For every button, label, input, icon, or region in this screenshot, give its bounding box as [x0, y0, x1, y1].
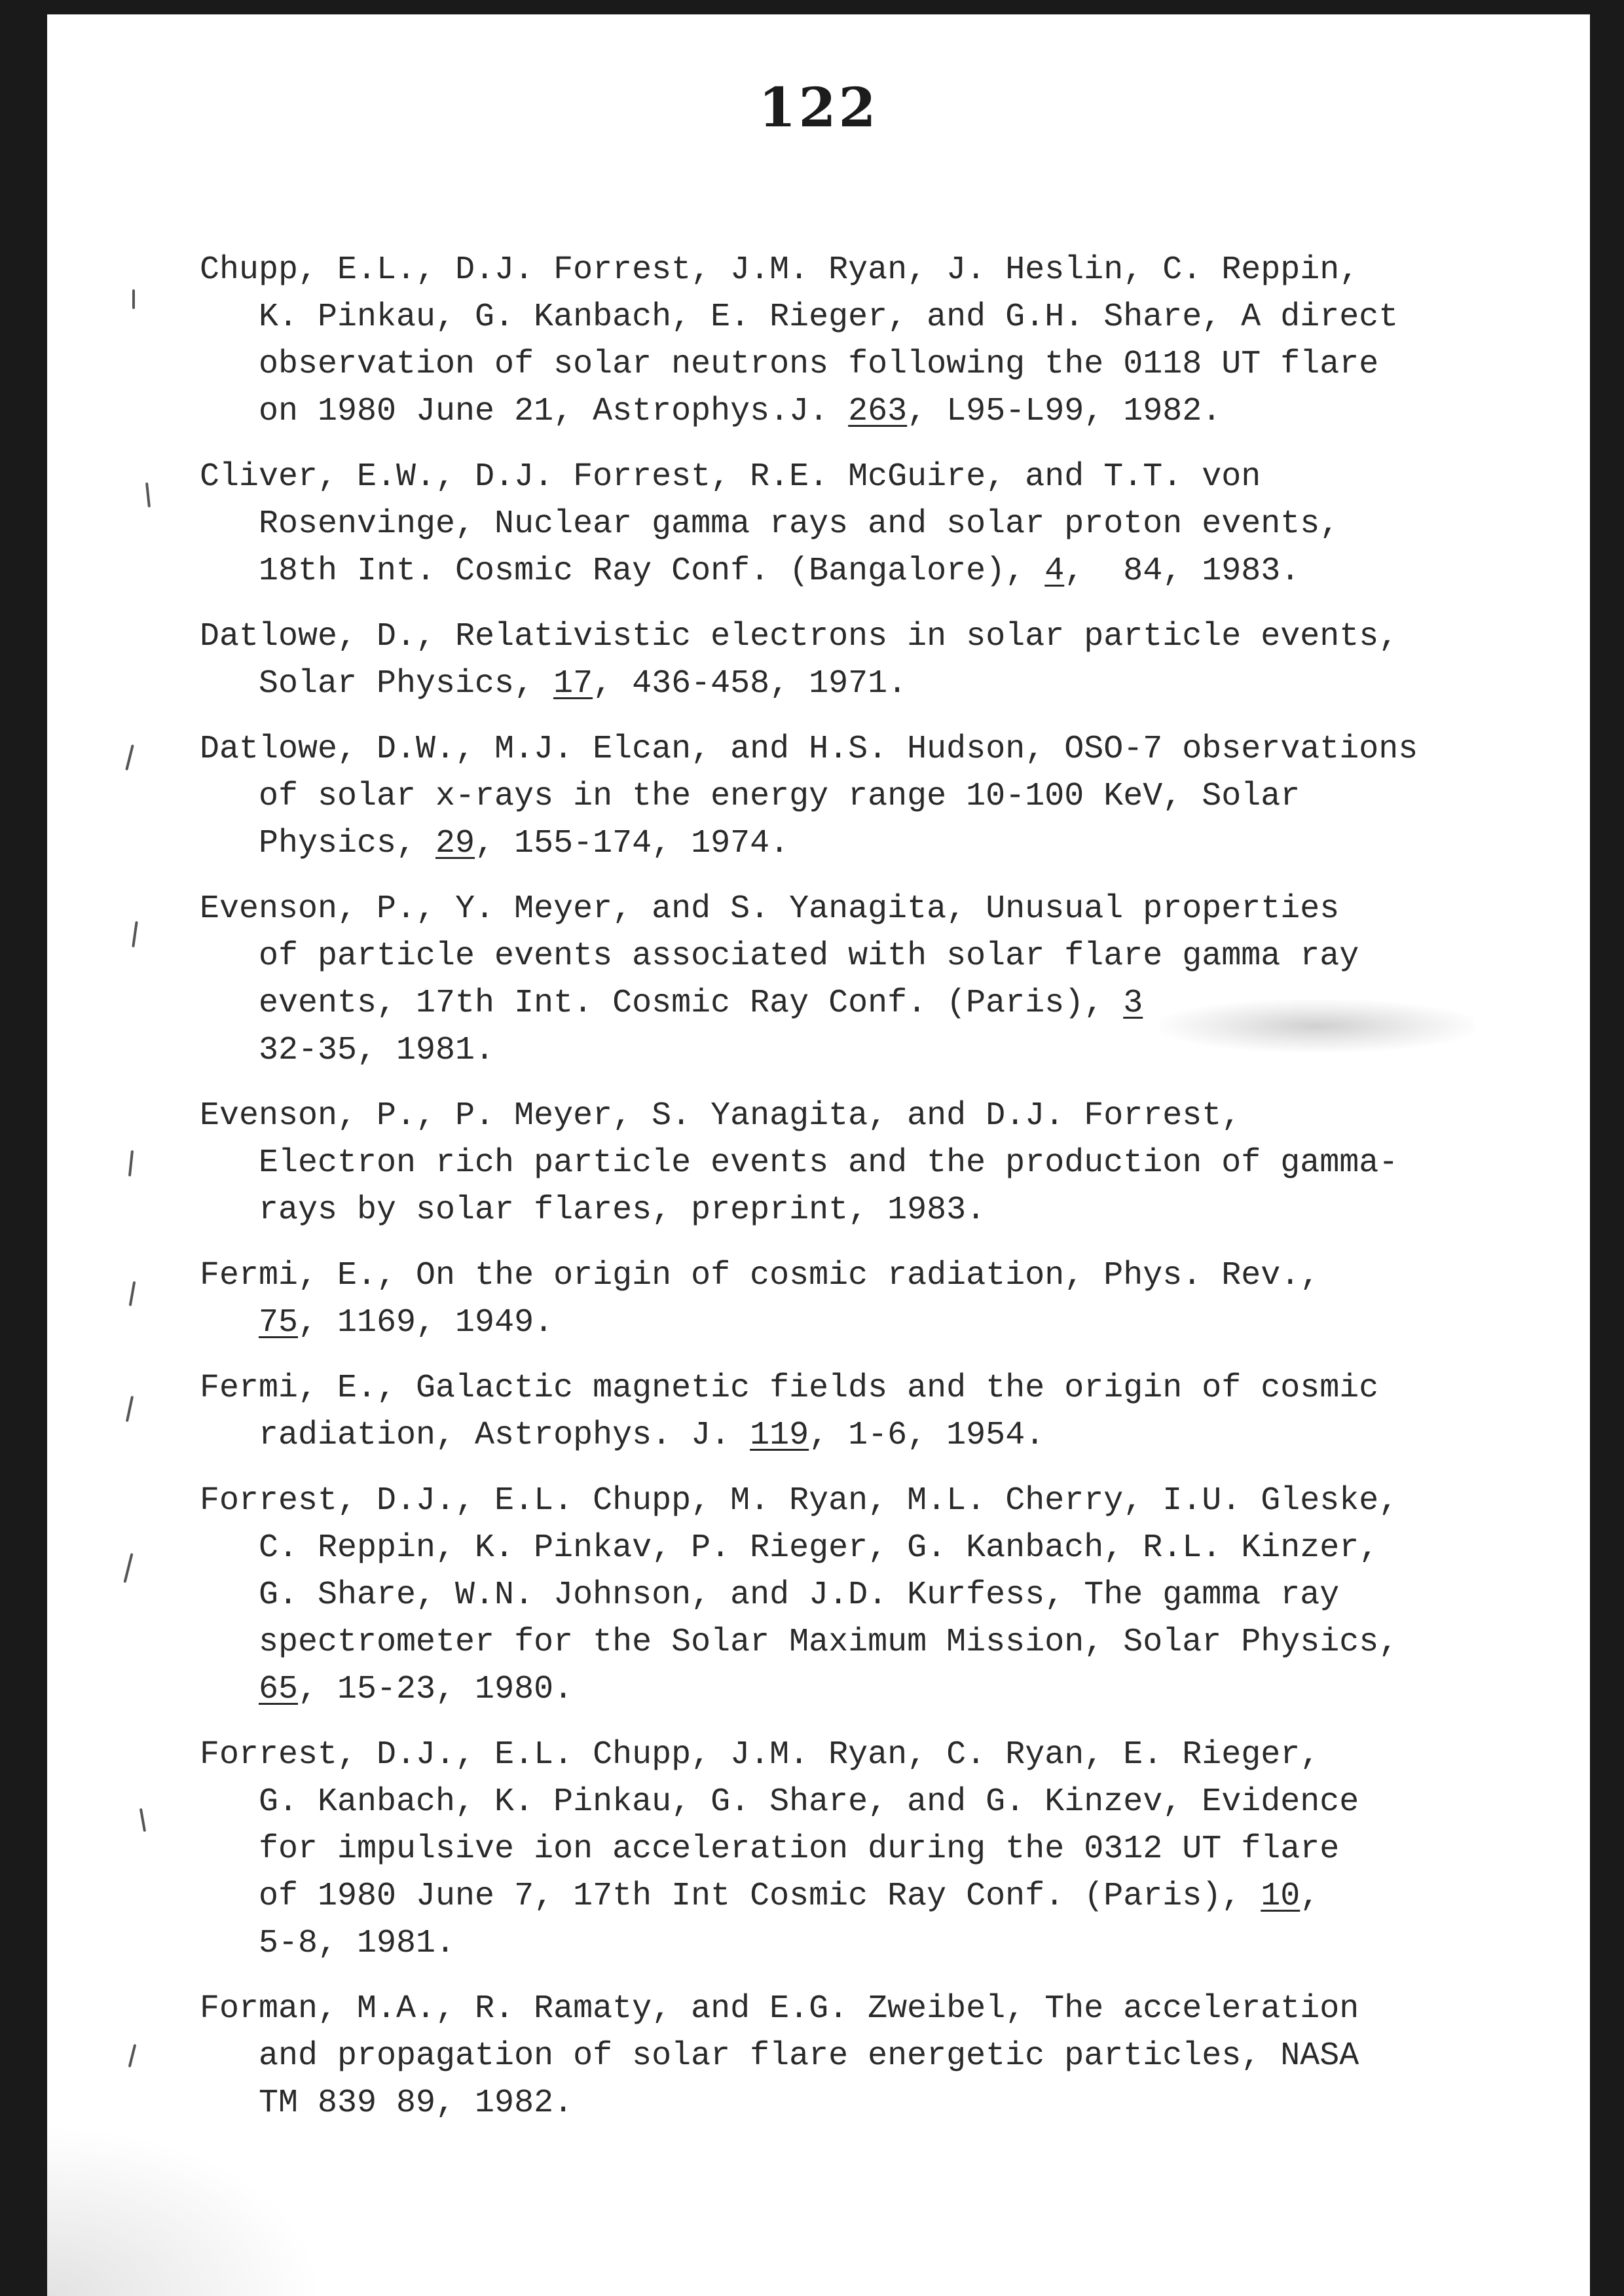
- reference-entry: [200, 1365, 1457, 1459]
- volume-number: 29: [435, 825, 475, 862]
- reference-text: , 15-23, 1980.: [298, 1671, 574, 1708]
- reference-entry: [200, 1478, 1457, 1713]
- reference-line: [200, 661, 1457, 708]
- reference-entry: [200, 454, 1457, 595]
- margin-mark: [129, 1281, 136, 1306]
- reference-text: spectrometer for the Solar Maximum Mission, Solar Physics,: [259, 1624, 1399, 1661]
- margin-mark: [128, 2044, 137, 2068]
- reference-text: on 1980 June 21, Astrophys.J.: [259, 393, 849, 430]
- reference-text: TM 839 89, 1982.: [259, 2085, 574, 2122]
- reference-line: [200, 1093, 1457, 1140]
- reference-line: [200, 1873, 1457, 1920]
- reference-line: [200, 454, 1457, 501]
- scan-noise: [47, 2126, 322, 2296]
- reference-text: Physics,: [259, 825, 436, 862]
- reference-text: Electron rich particle events and the production of gamma-: [259, 1144, 1399, 1182]
- reference-text: C. Reppin, K. Pinkav, P. Rieger, G. Kanbach, R.L. Kinzer,: [259, 1529, 1379, 1567]
- reference-text: events, 17th Int. Cosmic Ray Conf. (Paris),: [259, 985, 1124, 1022]
- reference-line: [200, 341, 1457, 388]
- reference-line: [200, 294, 1457, 341]
- reference-text: K. Pinkau, G. Kanbach, E. Rieger, and G.H. Share, A direct: [259, 299, 1399, 336]
- reference-line: [200, 980, 1457, 1027]
- reference-line: [200, 1478, 1457, 1525]
- margin-mark: [132, 289, 135, 309]
- reference-text: , L95-L99, 1982.: [907, 393, 1222, 430]
- reference-line: [200, 726, 1457, 773]
- reference-text: rays by solar flares, preprint, 1983.: [259, 1192, 986, 1229]
- reference-text: of particle events associated with solar flare gamma ray: [259, 938, 1359, 975]
- reference-text: , 1169, 1949.: [298, 1304, 554, 1341]
- reference-line: [200, 886, 1457, 933]
- reference-line: [200, 2080, 1457, 2127]
- reference-line: [200, 1252, 1457, 1300]
- reference-list: [200, 247, 1457, 2145]
- volume-number: 3: [1123, 985, 1143, 1022]
- reference-text: radiation, Astrophys. J.: [259, 1417, 750, 1454]
- reference-line: [200, 247, 1457, 294]
- reference-text: , 436-458, 1971.: [593, 665, 908, 702]
- reference-text: Fermi, E., Galactic magnetic fields and the origin of cosmic: [200, 1370, 1379, 1407]
- reference-entry: [200, 613, 1457, 708]
- reference-text: of 1980 June 7, 17th Int Cosmic Ray Conf. (Paris),: [259, 1878, 1261, 1915]
- reference-line: [200, 1920, 1457, 1967]
- document-page: [47, 14, 1590, 2296]
- margin-mark: [123, 1553, 133, 1583]
- reference-entry: [200, 1093, 1457, 1234]
- reference-line: [200, 501, 1457, 548]
- reference-line: [200, 388, 1457, 435]
- reference-text: Evenson, P., P. Meyer, S. Yanagita, and D.J. Forrest,: [200, 1097, 1242, 1135]
- reference-line: [200, 613, 1457, 661]
- reference-line: [200, 1412, 1457, 1459]
- reference-entry: [200, 247, 1457, 435]
- volume-number: 75: [259, 1304, 299, 1341]
- reference-line: [200, 773, 1457, 820]
- margin-mark: [139, 1808, 146, 1832]
- reference-line: [200, 1666, 1457, 1713]
- reference-text: and propagation of solar flare energetic particles, NASA: [259, 2037, 1359, 2075]
- reference-text: , 155-174, 1974.: [475, 825, 790, 862]
- reference-line: [200, 1986, 1457, 2033]
- reference-text: Evenson, P., Y. Meyer, and S. Yanagita, Unusual properties: [200, 890, 1340, 928]
- margin-mark: [145, 483, 151, 507]
- reference-line: [200, 1572, 1457, 1619]
- reference-line: [200, 820, 1457, 867]
- margin-mark: [126, 1396, 134, 1422]
- volume-number: 4: [1044, 553, 1065, 590]
- page-number: 122: [758, 77, 879, 139]
- reference-text: for impulsive ion acceleration during the 0312 UT flare: [259, 1831, 1340, 1868]
- reference-text: of solar x-rays in the energy range 10-100 KeV, Solar: [259, 778, 1301, 815]
- reference-text: G. Share, W.N. Johnson, and J.D. Kurfess, The gamma ray: [259, 1576, 1340, 1614]
- reference-entry: [200, 1732, 1457, 1967]
- reference-text: Datlowe, D.W., M.J. Elcan, and H.S. Hudson, OSO-7 observations: [200, 731, 1418, 768]
- reference-text: Forrest, D.J., E.L. Chupp, J.M. Ryan, C. Ryan, E. Rieger,: [200, 1736, 1320, 1774]
- reference-text: Forrest, D.J., E.L. Chupp, M. Ryan, M.L. Cherry, I.U. Gleske,: [200, 1482, 1399, 1520]
- reference-text: Forman, M.A., R. Ramaty, and E.G. Zweibel, The acceleration: [200, 1990, 1359, 2028]
- reference-text: observation of solar neutrons following the 0118 UT flare: [259, 346, 1379, 383]
- reference-text: ,: [1300, 1878, 1320, 1915]
- reference-line: [200, 548, 1457, 595]
- reference-entry: [200, 1252, 1457, 1347]
- reference-text: 32-35, 1981.: [259, 1032, 495, 1069]
- reference-line: [200, 1525, 1457, 1572]
- reference-line: [200, 1826, 1457, 1873]
- reference-line: [200, 933, 1457, 980]
- reference-text: G. Kanbach, K. Pinkau, G. Share, and G. Kinzev, Evidence: [259, 1783, 1359, 1821]
- reference-line: [200, 2033, 1457, 2080]
- reference-line: [200, 1027, 1457, 1074]
- volume-number: 65: [259, 1671, 299, 1708]
- reference-line: [200, 1140, 1457, 1187]
- margin-mark: [132, 921, 138, 947]
- volume-number: 263: [848, 393, 908, 430]
- reference-text: Cliver, E.W., D.J. Forrest, R.E. McGuire, and T.T. von: [200, 458, 1261, 496]
- reference-line: [200, 1732, 1457, 1779]
- margin-mark: [125, 744, 134, 771]
- reference-line: [200, 1619, 1457, 1666]
- margin-mark: [128, 1150, 134, 1176]
- reference-entry: [200, 1986, 1457, 2127]
- reference-text: , 84, 1983.: [1064, 553, 1301, 590]
- reference-entry: [200, 726, 1457, 867]
- reference-text: Datlowe, D., Relativistic electrons in solar particle events,: [200, 618, 1399, 655]
- reference-text: , 1-6, 1954.: [809, 1417, 1045, 1454]
- reference-text: Solar Physics,: [259, 665, 554, 702]
- reference-line: [200, 1187, 1457, 1234]
- volume-number: 119: [750, 1417, 809, 1454]
- volume-number: 10: [1261, 1878, 1301, 1915]
- reference-line: [200, 1365, 1457, 1412]
- reference-text: Chupp, E.L., D.J. Forrest, J.M. Ryan, J. Heslin, C. Reppin,: [200, 251, 1359, 289]
- reference-line: [200, 1300, 1457, 1347]
- reference-text: 5-8, 1981.: [259, 1925, 456, 1962]
- reference-entry: [200, 886, 1457, 1074]
- reference-text: Rosenvinge, Nuclear gamma rays and solar proton events,: [259, 505, 1340, 543]
- reference-line: [200, 1779, 1457, 1826]
- reference-text: Fermi, E., On the origin of cosmic radiation, Phys. Rev.,: [200, 1257, 1320, 1294]
- reference-text: 18th Int. Cosmic Ray Conf. (Bangalore),: [259, 553, 1045, 590]
- volume-number: 17: [553, 665, 593, 702]
